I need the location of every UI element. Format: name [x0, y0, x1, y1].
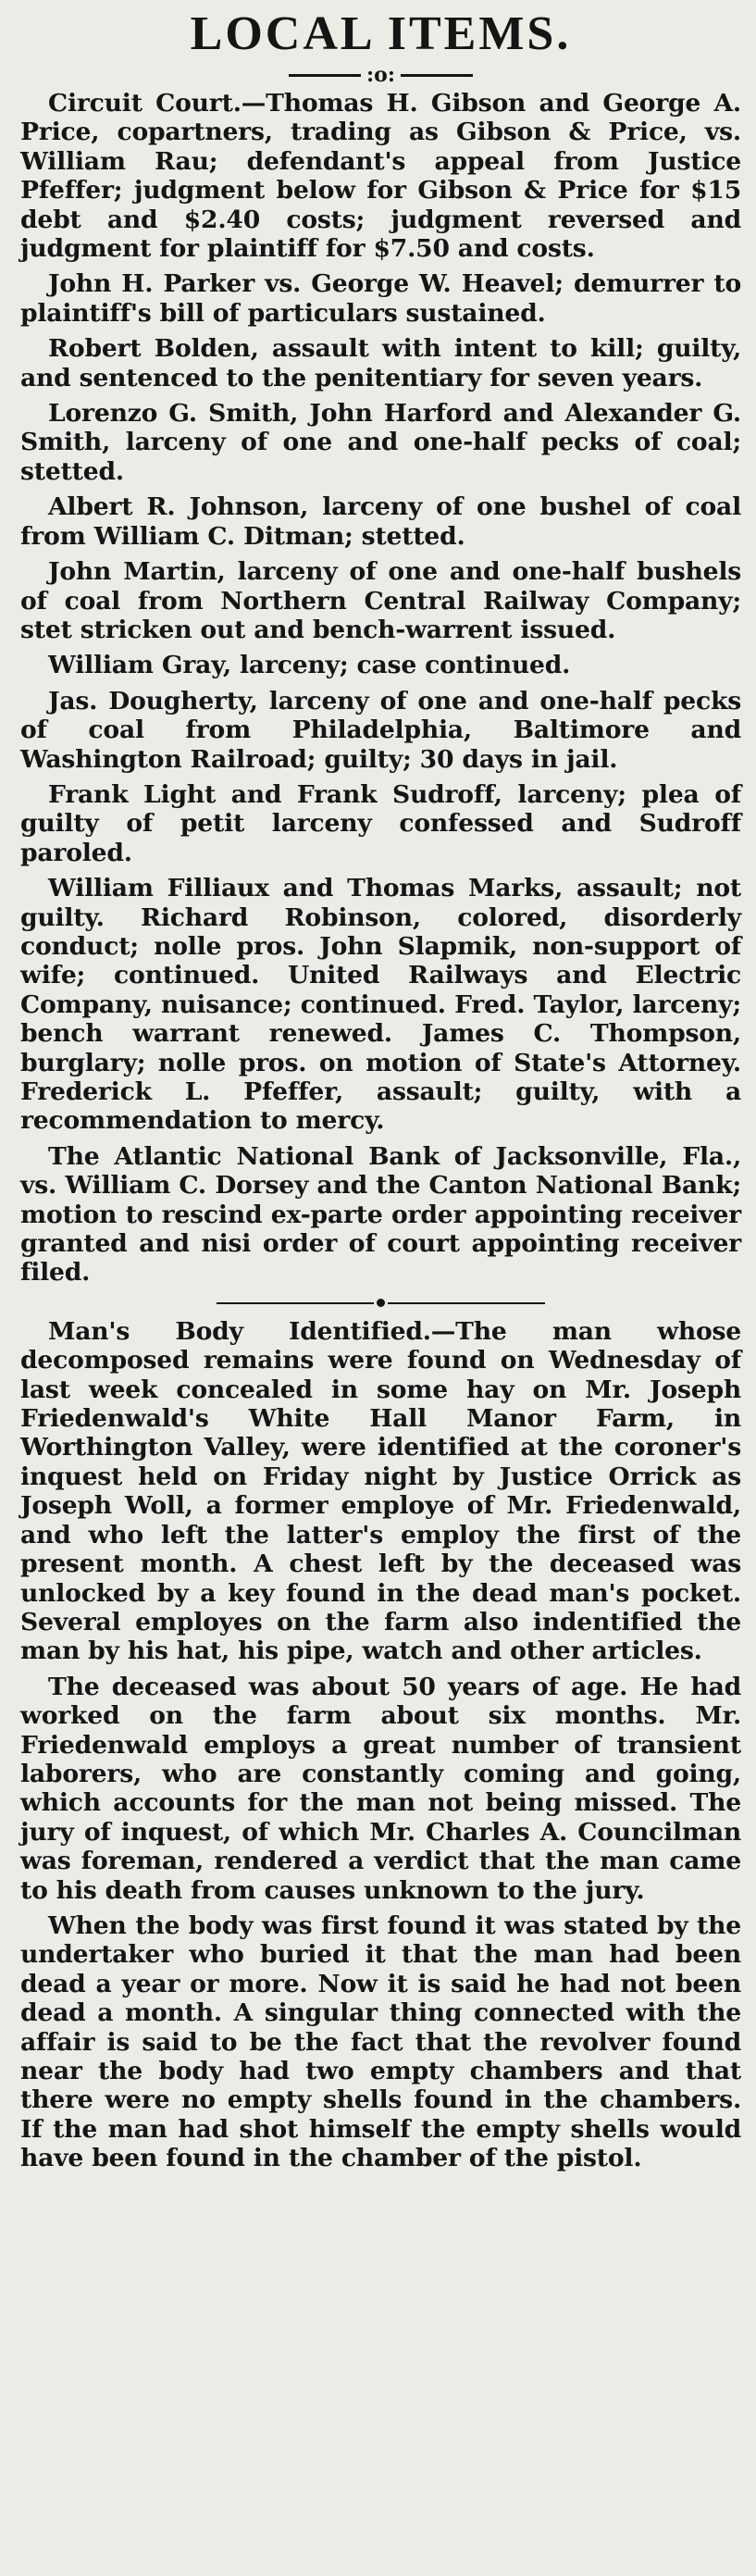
item-text: The Atlantic National Bank of Jacksonville, Fla., vs. William C. Dorsey and the Canton National Bank; motion to rescind ex-parte order appointing receiver granted and nisi order of court appointing receiver filed.: [20, 1141, 741, 1288]
court-item-3: [20, 334, 741, 392]
item-text: William Gray, larceny; case continued.: [48, 651, 571, 680]
body-item-2: [20, 1673, 741, 1905]
court-item-9: [20, 780, 741, 867]
court-item-1: [20, 89, 741, 263]
item-text: The man whose decomposed remains were found on Wednesday of last week concealed in some hay on Mr. Joseph Friedenwald's White Hall Manor Farm, in Worthington Valley, were identified at the coroner's inquest held on Friday night by Justice Orrick as Joseph Woll, a former employe of Mr. Friedenwald, and who left the latter's employ the first of the present month. A chest left by the deceased was unlocked by a key found in the dead man's pocket. Several employes on the farm also indentified the man by his hat, his pipe, watch and other articles.: [20, 1316, 741, 1666]
item-text: The deceased was about 50 years of age. He had worked on the farm about six months. Mr. Friedenwald employs a great number of transient laborers, who are constantly coming and going, which accounts for the man not being missed. The jury of inquest, of which Mr. Charles A. Councilman was foreman, rendered a verdict that the man came to his death from causes unknown to the jury.: [20, 1672, 741, 1905]
item-text: Lorenzo G. Smith, John Harford and Alexander G. Smith, larceny of one and one-half pecks of coal; stetted.: [20, 399, 741, 486]
item-text: Frank Light and Frank Sudroff, larceny; plea of guilty of petit larceny confessed and Sudroff paroled.: [20, 779, 741, 867]
item-text: Jas. Dougherty, larceny of one and one-half pecks of coal from Philadelphia, Baltimore and Washington Railroad; guilty; 30 days in jail.: [20, 686, 741, 774]
circuit-court-section: [20, 89, 741, 1288]
ornament-rule-left: [289, 74, 361, 77]
item-text: Albert R. Johnson, larceny of one bushel of coal from William C. Ditman; stetted.: [20, 492, 741, 551]
ornament-rule-right: [401, 74, 473, 77]
court-item-10: [20, 874, 741, 1136]
divider-rule-right: [388, 1302, 545, 1304]
item-lead: Circuit Court.—: [48, 89, 266, 118]
item-text: Robert Bolden, assault with intent to kill; guilty, and sentenced to the penitentiary for seven years.: [20, 334, 741, 392]
title-ornament: [20, 63, 741, 87]
court-item-7: [20, 651, 741, 679]
item-text: When the body was first found it was stated by the undertaker who buried it that the man had been dead a year or more. Now it is said he had not been dead a month. A singular thing connected with the affair is said to be the fact that the revolver found near the body had two empty chambers and that there were no empty shells found in the chambers. If the man had shot himself the empty shells would have been found in the chamber of the pistol.: [20, 1910, 741, 2173]
ornament-glyph: :o:: [366, 63, 395, 87]
section-divider: [20, 1295, 741, 1312]
court-item-8: [20, 687, 741, 774]
divider-dot: [377, 1299, 385, 1307]
court-item-4: [20, 399, 741, 486]
divider-rule-left: [217, 1302, 374, 1304]
body-item-1: [20, 1317, 741, 1666]
court-item-11: [20, 1142, 741, 1288]
court-item-6: [20, 557, 741, 644]
court-item-5: [20, 492, 741, 551]
body-item-3: [20, 1911, 741, 2173]
item-text: John Martin, larceny of one and one-half bushels of coal from Northern Central Railway Company; stet stricken out and bench-warrent issued.: [20, 557, 741, 644]
section-title: LOCAL ITEMS.: [190, 7, 572, 60]
item-text: William Filliaux and Thomas Marks, assault; not guilty. Richard Robinson, colored, disorderly conduct; nolle pros. John Slapmik, non-support of wife; continued. United Railways and Electric Company, nuisance; continued. Fred. Taylor, larceny; bench warrant renewed. James C. Thompson, burglary; nolle pros. on motion of State's Attorney. Frederick L. Pfeffer, assault; guilty, with a recommendation to mercy.: [20, 874, 741, 1136]
court-item-2: [20, 269, 741, 328]
body-identified-section: [20, 1317, 741, 2173]
item-lead: Man's Body Identified.—: [48, 1316, 456, 1346]
item-text: Thomas H. Gibson and George A. Price, copartners, trading as Gibson & Price, vs. William Rau; defendant's appeal from Justice Pfeffer; judgment below for Gibson & Price for $15 debt and $2.40 costs; judgment reversed and judgment for plaintiff for $7.50 and costs.: [20, 89, 741, 264]
item-text: John H. Parker vs. George W. Heavel; demurrer to plaintiff's bill of particulars sustained.: [20, 269, 741, 328]
